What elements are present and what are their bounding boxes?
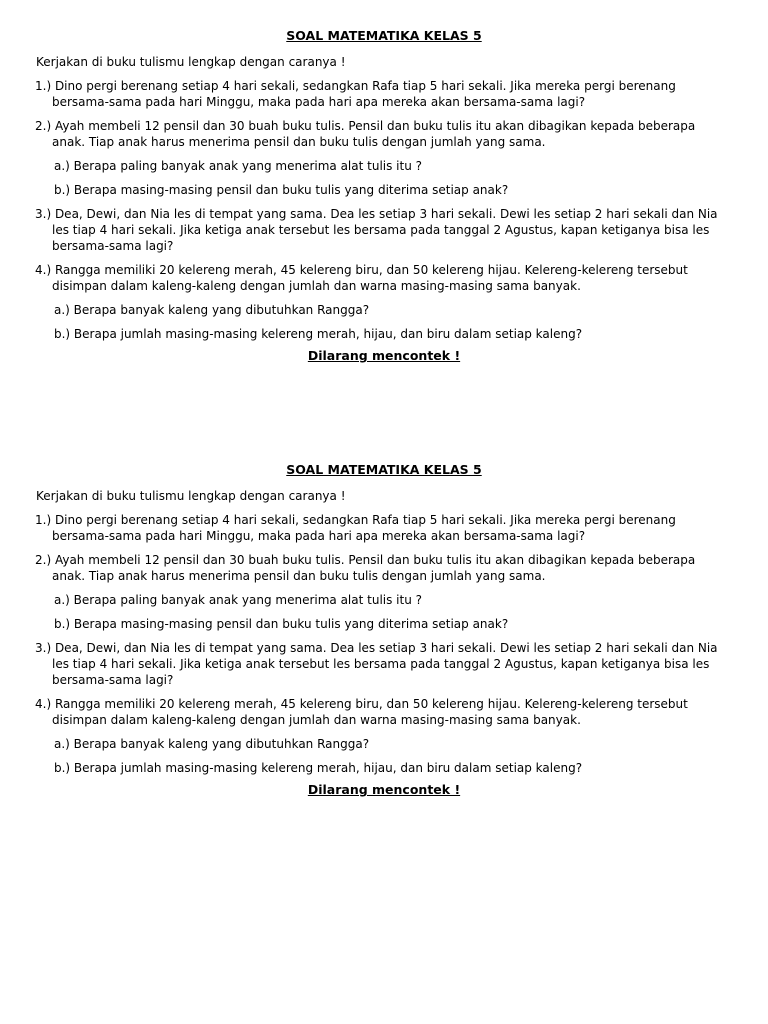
instruction-text: Kerjakan di buku tulismu lengkap dengan caranya !: [36, 489, 346, 503]
question-4b: b.) Berapa jumlah masing-masing kelereng merah, hijau, dan biru dalam setiap kaleng?: [54, 761, 583, 775]
question-2b: b.) Berapa masing-masing pensil dan buku tulis yang diterima setiap anak?: [54, 183, 509, 197]
question-3: 3.) Dea, Dewi, dan Nia les di tempat yang sama. Dea les setiap 3 hari sekali. Dewi les setiap 2 hari sekali dan Nia les tiap 4 hari sekali. Jika ketiga anak tersebut les bersama pada tanggal 2 Agustus, kapan ketiganya bisa les bersama-sama lagi?: [35, 207, 718, 253]
footer-warning: Dilarang mencontek !: [307, 782, 461, 797]
question-4a: a.) Berapa banyak kaleng yang dibutuhkan Rangga?: [54, 737, 370, 751]
worksheet-copy-2: [0, 462, 768, 798]
question-4: 4.) Rangga memiliki 20 kelereng merah, 45 kelereng biru, dan 50 kelereng hijau. Kelereng-kelereng tersebut disimpan dalam kaleng-kaleng dengan jumlah dan warna masing-masing sama banyak.: [35, 263, 688, 293]
question-3: 3.) Dea, Dewi, dan Nia les di tempat yang sama. Dea les setiap 3 hari sekali. Dewi les setiap 2 hari sekali dan Nia les tiap 4 hari sekali. Jika ketiga anak tersebut les bersama pada tanggal 2 Agustus, kapan ketiganya bisa les bersama-sama lagi?: [35, 641, 718, 687]
question-4a: a.) Berapa banyak kaleng yang dibutuhkan Rangga?: [54, 303, 370, 317]
question-2a: a.) Berapa paling banyak anak yang menerima alat tulis itu ?: [54, 159, 423, 173]
worksheet-title: SOAL MATEMATIKA KELAS 5: [286, 28, 482, 43]
worksheet-title: SOAL MATEMATIKA KELAS 5: [286, 462, 482, 477]
question-2: 2.) Ayah membeli 12 pensil dan 30 buah buku tulis. Pensil dan buku tulis itu akan dibagikan kepada beberapa anak. Tiap anak harus menerima pensil dan buku tulis dengan jumlah yang sama.: [35, 553, 696, 583]
question-2: 2.) Ayah membeli 12 pensil dan 30 buah buku tulis. Pensil dan buku tulis itu akan dibagikan kepada beberapa anak. Tiap anak harus menerima pensil dan buku tulis dengan jumlah yang sama.: [35, 119, 696, 149]
question-2b: b.) Berapa masing-masing pensil dan buku tulis yang diterima setiap anak?: [54, 617, 509, 631]
question-4b: b.) Berapa jumlah masing-masing kelereng merah, hijau, dan biru dalam setiap kaleng?: [54, 327, 583, 341]
question-1: 1.) Dino pergi berenang setiap 4 hari sekali, sedangkan Rafa tiap 5 hari sekali. Jika mereka pergi berenang bersama-sama pada hari Minggu, maka pada hari apa mereka akan bersama-sama lagi?: [35, 79, 676, 109]
question-2a: a.) Berapa paling banyak anak yang menerima alat tulis itu ?: [54, 593, 423, 607]
question-1: 1.) Dino pergi berenang setiap 4 hari sekali, sedangkan Rafa tiap 5 hari sekali. Jika mereka pergi berenang bersama-sama pada hari Minggu, maka pada hari apa mereka akan bersama-sama lagi?: [35, 513, 676, 543]
worksheet-copy-1: [0, 28, 768, 364]
instruction-text: Kerjakan di buku tulismu lengkap dengan caranya !: [36, 55, 346, 69]
footer-warning: Dilarang mencontek !: [307, 348, 461, 363]
question-4: 4.) Rangga memiliki 20 kelereng merah, 45 kelereng biru, dan 50 kelereng hijau. Kelereng-kelereng tersebut disimpan dalam kaleng-kaleng dengan jumlah dan warna masing-masing sama banyak.: [35, 697, 688, 727]
